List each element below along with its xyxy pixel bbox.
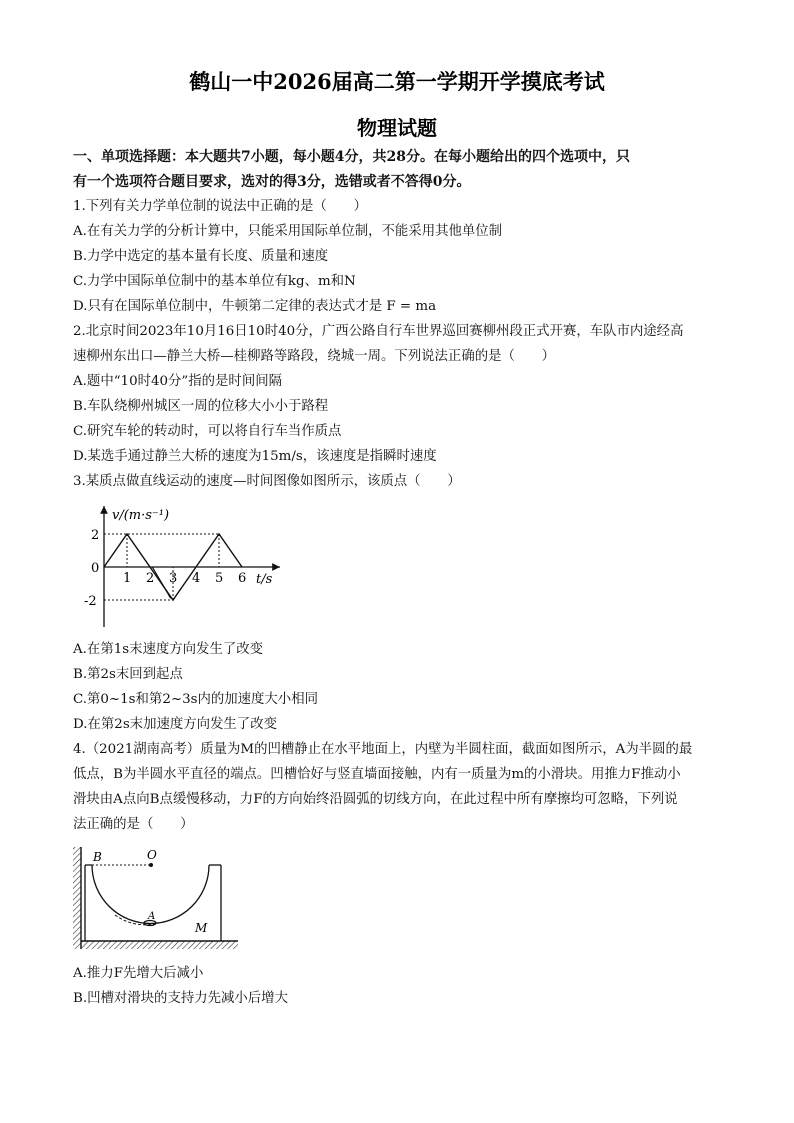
y-tick-label--2: -2 — [84, 594, 97, 609]
wall-hatching — [73, 847, 81, 949]
section-instructions-line-1: 一、单项选择题：本大题共7小题，每小题4分，共28分。在每小题给出的四个选项中，只 — [73, 149, 630, 165]
x-axis-label: t/s — [256, 572, 273, 587]
x-tick-label-1: 1 — [123, 571, 132, 586]
question-2-option-c: C.研究车轮的转动时，可以将自行车当作质点 — [73, 424, 342, 439]
exam-title: 鹤山一中2026届高二第一学期开学摸底考试 — [189, 69, 605, 94]
question-2-option-d: D.某选手通过静兰大桥的速度为15m/s，该速度是指瞬时速度 — [73, 449, 437, 464]
y-tick-label-0: 0 — [91, 561, 100, 576]
velocity-time-graph — [82, 502, 302, 632]
question-3-option-a: A.在第1s末速度方向发生了改变 — [73, 642, 264, 657]
x-tick-label-2: 2 — [146, 571, 155, 586]
x-tick-label-4: 4 — [192, 571, 201, 586]
question-4-stem-line-2: 低点，B为半圆水平直径的端点。凹槽恰好与竖直墙面接触，内有一质量为m的小滑块。用推力F推动小 — [73, 767, 681, 782]
label-o: O — [147, 848, 157, 862]
label-b: B — [93, 850, 102, 864]
exam-subtitle: 物理试题 — [357, 116, 437, 140]
y-tick-label-2: 2 — [91, 528, 100, 543]
question-2-option-a: A.题中“10时40分”指的是时间间隔 — [73, 374, 282, 389]
question-4-stem-line-1: 4.（2021湖南高考）质量为M的凹槽静止在水平地面上，内壁为半圆柱面，截面如图所示，A为半圆的最 — [73, 742, 693, 757]
question-1-option-b: B.力学中选定的基本量有长度、质量和速度 — [73, 249, 329, 264]
question-4-option-b: B.凹槽对滑块的支持力先减小后增大 — [73, 991, 288, 1006]
label-a: A — [148, 911, 156, 922]
question-3-stem: 3.某质点做直线运动的速度—时间图像如图所示，该质点（ ） — [73, 474, 461, 489]
x-tick-label-6: 6 — [238, 571, 247, 586]
question-1-option-c: C.力学中国际单位制中的基本单位有kg、m和N — [73, 274, 356, 289]
question-2-stem-line-2: 速柳州东出口—静兰大桥—桂柳路等路段，绕城一周。下列说法正确的是（ ） — [73, 349, 556, 364]
question-1-stem: 1.下列有关力学单位制的说法中正确的是（ ） — [73, 199, 367, 214]
question-2-stem-line-1: 2.北京时间2023年10月16日10时40分，广西公路自行车世界巡回赛柳州段正式开赛，车队市内途经高 — [73, 324, 684, 339]
x-tick-label-5: 5 — [215, 571, 224, 586]
question-3-option-b: B.第2s末回到起点 — [73, 667, 183, 682]
question-1-option-a: A.在有关力学的分析计算中，只能采用国际单位制，不能采用其他单位制 — [73, 224, 503, 239]
question-2-option-b: B.车队绕柳州城区一周的位移大小小于路程 — [73, 399, 329, 414]
label-m: M — [195, 921, 208, 935]
x-tick-label-3: 3 — [169, 571, 178, 586]
question-3-option-c: C.第0~1s和第2~3s内的加速度大小相同 — [73, 692, 318, 707]
question-4-option-a: A.推力F先增大后减小 — [73, 966, 204, 981]
question-4-stem-line-4: 法正确的是（ ） — [73, 817, 194, 832]
question-3-option-d: D.在第2s末加速度方向发生了改变 — [73, 717, 277, 732]
question-4-stem-line-3: 滑块由A点向B点缓慢移动，力F的方向始终沿圆弧的切线方向，在此过程中所有摩擦均可忽略，下列说 — [73, 792, 678, 807]
center-point-o — [149, 863, 153, 867]
groove-diagram — [73, 843, 243, 953]
ground-hatching — [81, 941, 238, 949]
extension-stroke — [152, 567, 170, 598]
question-1-option-d: D.只有在国际单位制中，牛顿第二定律的表达式才是 F = ma — [73, 299, 437, 314]
y-axis-label: v/(m·s⁻¹) — [112, 508, 170, 523]
section-instructions-line-2: 有一个选项符合题目要求，选对的得3分，选错或者不答得0分。 — [73, 174, 471, 190]
